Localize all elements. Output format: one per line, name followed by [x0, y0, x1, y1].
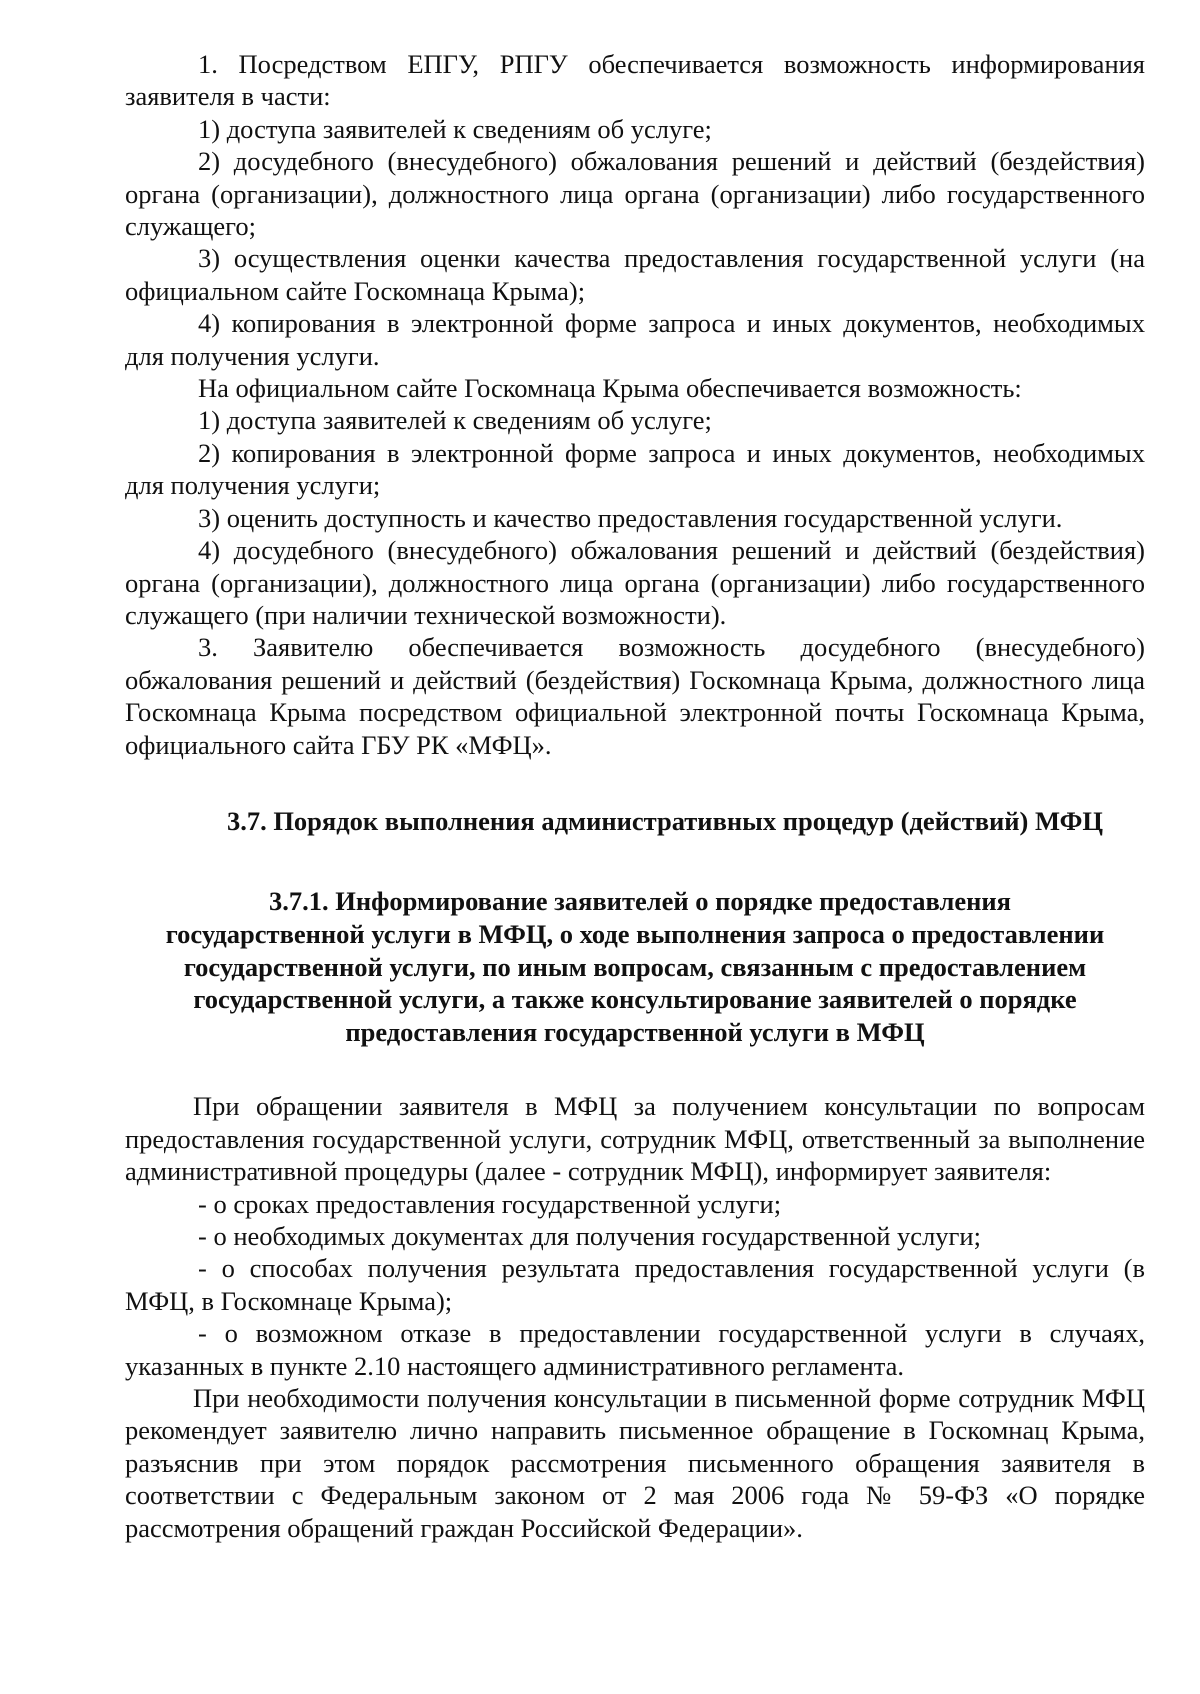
subsection-title-line1: 3.7.1. Информирование заявителей о порядке предоставления: [268, 886, 1012, 917]
subsection-title-rest: государственной услуги в МФЦ, о ходе выполнения запроса о предоставлении государственной услуги, по иным вопросам, связанным с предоставлением государственной услуги, а также консультирование заявителей о порядке предоставления государственной услуги в МФЦ: [165, 918, 1105, 1047]
list-item-epgu-1: 1) доступа заявителей к сведениям об услуге;: [198, 113, 712, 144]
subsection-title: [125, 885, 1145, 1048]
paragraph-official-site-intro: На официальном сайте Госкомнаца Крыма обеспечивается возможность:: [198, 373, 1022, 404]
paragraph-appeal: 3. Заявителю обеспечивается возможность досудебного (внесудебного) обжалования решений и действий (бездействия) Госкомнаца Крыма, должностного лица Госкомнаца Крыма посредством официальной электронной почты Госкомнаца Крыма, официального сайта ГБУ РК «МФЦ».: [125, 632, 1145, 760]
list-item-info-2: - о необходимых документах для получения государственной услуги;: [198, 1220, 981, 1251]
paragraph-epgu-intro: 1. Посредством ЕПГУ, РПГУ обеспечивается возможность информирования заявителя в части:: [125, 49, 1145, 112]
list-item-site-3: 3) оценить доступность и качество предоставления государственной услуги.: [198, 502, 1063, 533]
paragraph-written-consultation: При необходимости получения консультации в письменной форме сотрудник МФЦ рекомендует заявителю лично направить письменное обращение в Госкомнац Крыма, разъяснив при этом порядок рассмотрения письменного обращения заявителя в соответствии с Федеральным законом от 2 мая 2006 года № 59-ФЗ «О порядке рассмотрения обращений граждан Российской Федерации».: [125, 1382, 1145, 1543]
list-item-site-4: 4) досудебного (внесудебного) обжалования решений и действий (бездействия) органа (организации), должностного лица органа (организации) либо государственного служащего (при наличии технической возможности).: [125, 535, 1145, 630]
list-item-info-3: - о способах получения результата предоставления государственной услуги (в МФЦ, в Госкомнаце Крыма);: [125, 1253, 1145, 1316]
document-page: [125, 48, 1145, 1544]
list-item-epgu-4: 4) копирования в электронной форме запроса и иных документов, необходимых для получения услуги.: [125, 308, 1145, 371]
list-item-epgu-2: 2) досудебного (внесудебного) обжалования решений и действий (бездействия) органа (организации), должностного лица органа (организации) либо государственного служащего;: [125, 146, 1145, 242]
list-item-info-4: - о возможном отказе в предоставлении государственной услуги в случаях, указанных в пункте 2.10 настоящего административного регламента.: [125, 1318, 1145, 1381]
list-item-epgu-3: 3) осуществления оценки качества предоставления государственной услуги (на официальном сайте Госкомнаца Крыма);: [125, 243, 1145, 306]
list-item-site-1: 1) доступа заявителей к сведениям об услуге;: [198, 405, 712, 436]
list-item-site-2: 2) копирования в электронной форме запроса и иных документов, необходимых для получения услуги;: [125, 437, 1145, 501]
list-item-info-1: - о сроках предоставления государственной услуги;: [198, 1188, 782, 1219]
section-title: 3.7. Порядок выполнения административных процедур (действий) МФЦ: [226, 805, 1104, 836]
paragraph-consultation: При обращении заявителя в МФЦ за получением консультации по вопросам предоставления государственной услуги, сотрудник МФЦ, ответственный за выполнение административной процедуры (далее - сотрудник МФЦ), информирует заявителя:: [125, 1091, 1145, 1187]
